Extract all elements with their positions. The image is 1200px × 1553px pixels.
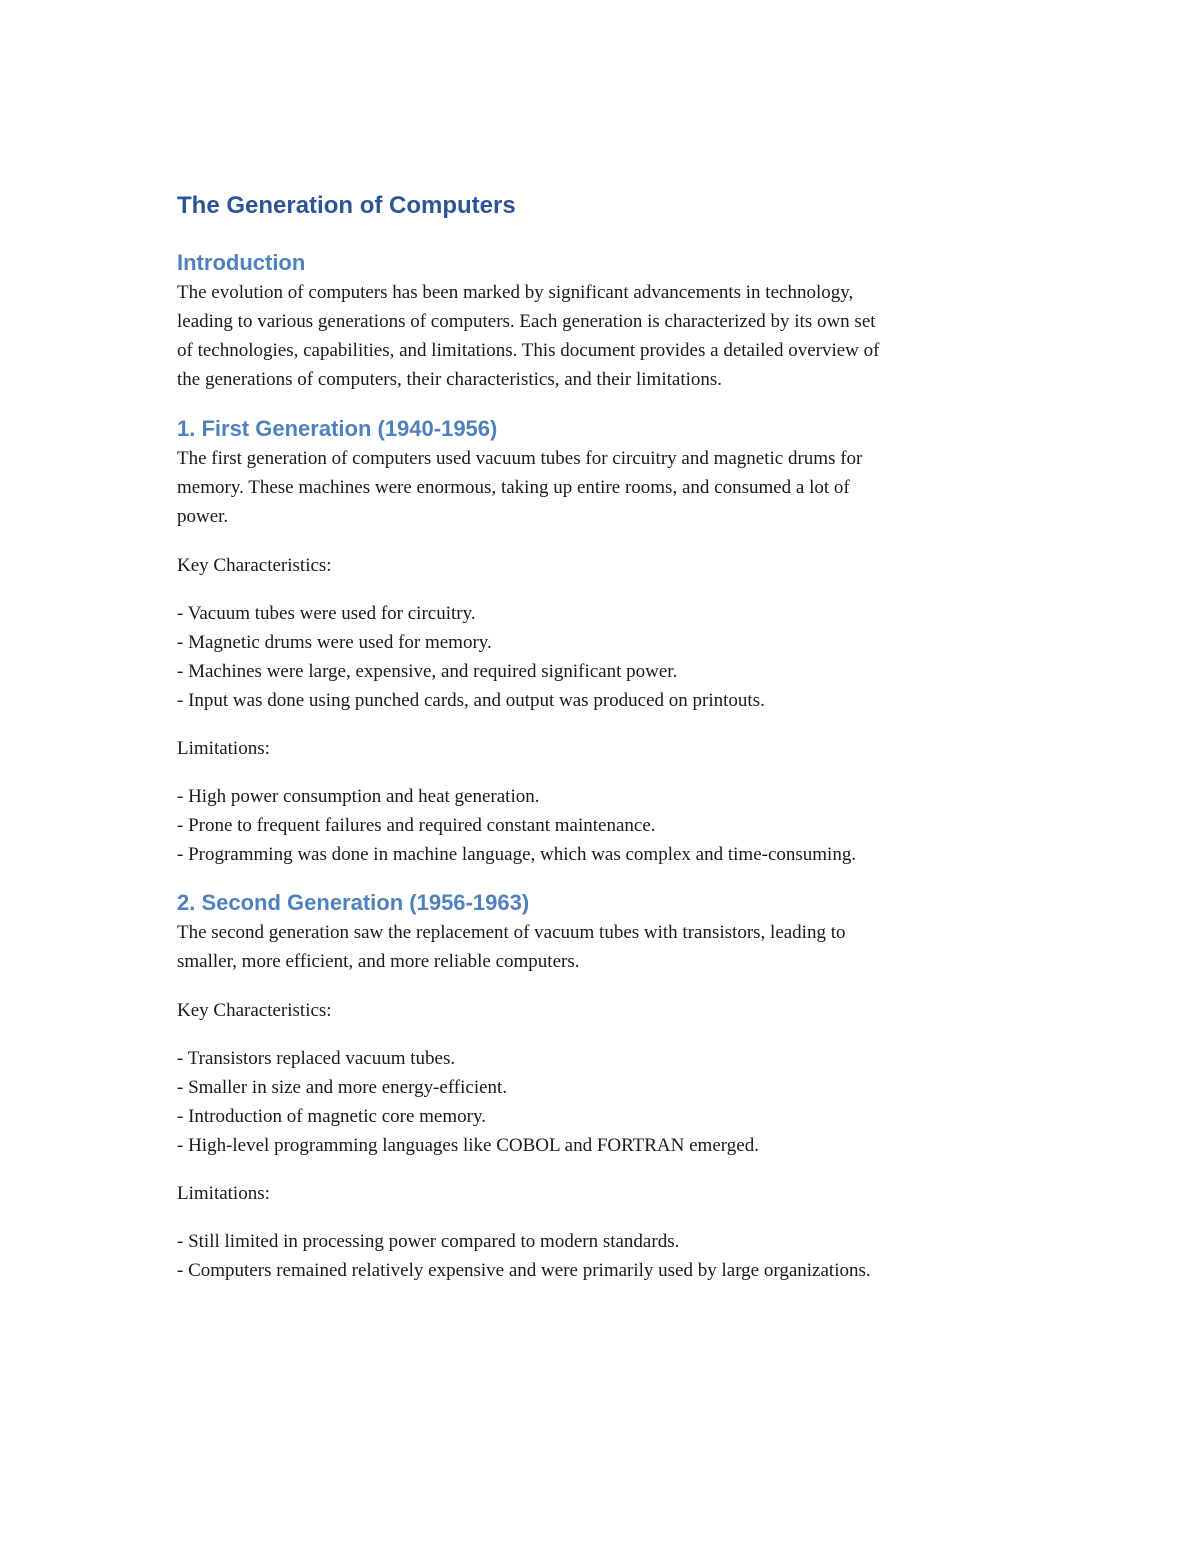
list-item: - High power consumption and heat generation. xyxy=(177,786,540,807)
document-title: The Generation of Computers xyxy=(177,192,516,219)
intro-line: the generations of computers, their characteristics, and their limitations. xyxy=(177,369,723,390)
second-generation-heading: 2. Second Generation (1956-1963) xyxy=(177,890,530,915)
paragraph-line: memory. These machines were enormous, taking up entire rooms, and consumed a lot of xyxy=(177,477,850,498)
list-item: - Magnetic drums were used for memory. xyxy=(177,632,492,653)
paragraph-line: The first generation of computers used vacuum tubes for circuitry and magnetic drums for xyxy=(177,448,863,469)
second-generation-paragraph xyxy=(177,918,1037,976)
second-generation-characteristics-list xyxy=(177,1044,1037,1160)
first-generation-paragraph xyxy=(177,444,1037,531)
first-generation-limitations-list xyxy=(177,782,1037,869)
list-item: - Programming was done in machine language, which was complex and time-consuming. xyxy=(177,844,857,865)
paragraph-line: smaller, more efficient, and more reliable computers. xyxy=(177,951,580,972)
first-generation-characteristics-list xyxy=(177,599,1037,715)
intro-line: of technologies, capabilities, and limitations. This document provides a detailed overview of xyxy=(177,340,880,361)
list-item: - Transistors replaced vacuum tubes. xyxy=(177,1048,456,1069)
intro-heading: Introduction xyxy=(177,250,306,275)
list-item: - Input was done using punched cards, and output was produced on printouts. xyxy=(177,690,765,711)
list-item: - High-level programming languages like COBOL and FORTRAN emerged. xyxy=(177,1135,759,1156)
document-body xyxy=(177,190,1037,1304)
limitations-label: Limitations: xyxy=(177,738,270,759)
key-characteristics-label: Key Characteristics: xyxy=(177,1000,332,1021)
list-item: - Vacuum tubes were used for circuitry. xyxy=(177,603,476,624)
list-item: - Still limited in processing power compared to modern standards. xyxy=(177,1231,680,1252)
second-generation-limitations-list xyxy=(177,1227,1037,1285)
intro-line: leading to various generations of computers. Each generation is characterized by its own set xyxy=(177,311,876,332)
list-item: - Prone to frequent failures and required constant maintenance. xyxy=(177,815,656,836)
first-generation-section xyxy=(177,414,1037,869)
first-generation-heading: 1. First Generation (1940-1956) xyxy=(177,416,498,441)
intro-paragraph xyxy=(177,278,1037,394)
list-item: - Computers remained relatively expensive and were primarily used by large organizations. xyxy=(177,1260,871,1281)
paragraph-line: power. xyxy=(177,506,229,527)
limitations-label: Limitations: xyxy=(177,1183,270,1204)
list-item: - Introduction of magnetic core memory. xyxy=(177,1106,486,1127)
list-item: - Machines were large, expensive, and required significant power. xyxy=(177,661,678,682)
intro-section xyxy=(177,248,1037,394)
intro-line: The evolution of computers has been marked by significant advancements in technology, xyxy=(177,282,854,303)
key-characteristics-label: Key Characteristics: xyxy=(177,555,332,576)
paragraph-line: The second generation saw the replacement of vacuum tubes with transistors, leading to xyxy=(177,922,846,943)
second-generation-section xyxy=(177,888,1037,1285)
list-item: - Smaller in size and more energy-efficient. xyxy=(177,1077,508,1098)
